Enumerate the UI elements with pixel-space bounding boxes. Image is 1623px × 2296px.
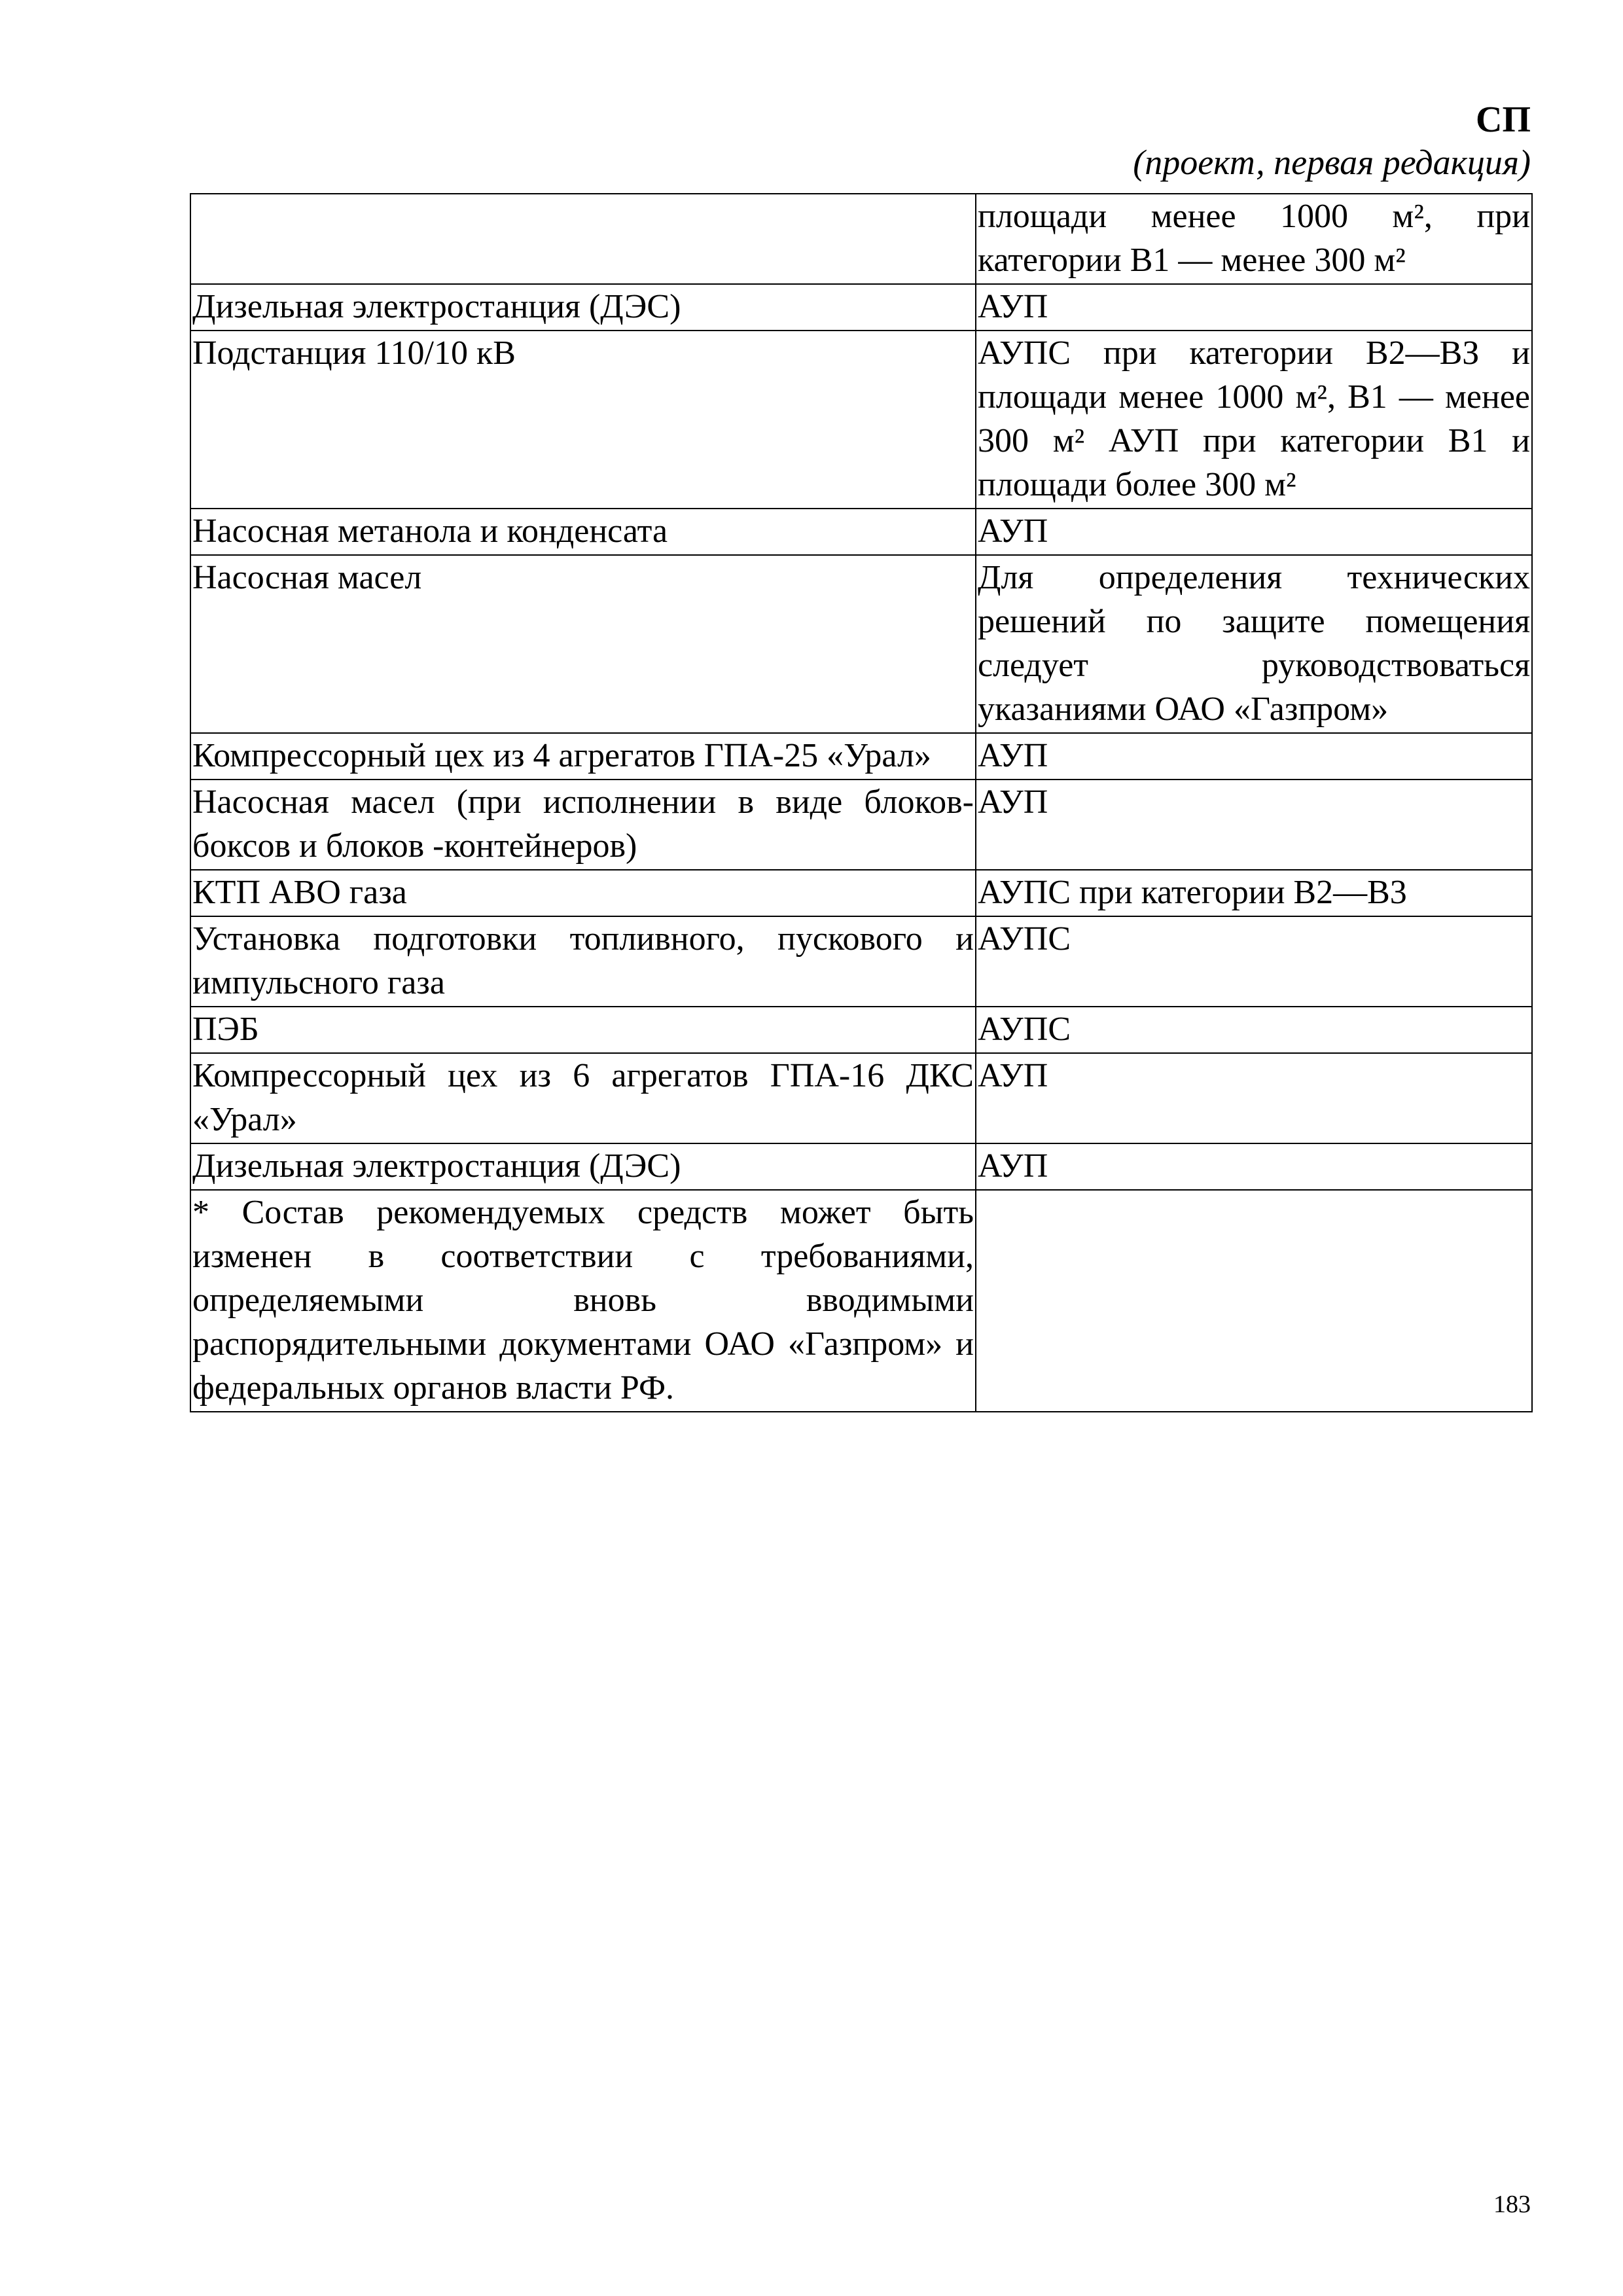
table-row [190, 509, 1532, 555]
object-cell: Дизельная электростанция (ДЭС) [190, 284, 976, 331]
object-cell: Насосная метанола и конденсата [190, 509, 976, 555]
page-number: 183 [1493, 2191, 1531, 2218]
protection-cell: АУПС [976, 1007, 1532, 1053]
protection-cell: АУП [976, 733, 1532, 780]
table-footnote: * Состав рекомендуемых средств может быть изменен в соответствии с требованиями, определяемыми вновь вводимыми распорядительными документами ОАО «Газпром» и федеральных органов власти РФ. [190, 1190, 976, 1412]
object-cell: Насосная масел (при исполнении в виде блоков-боксов и блоков -контейнеров) [190, 780, 976, 870]
table-row [190, 870, 1532, 916]
fire-protection-table [190, 193, 1533, 1412]
protection-cell: АУП [976, 780, 1532, 870]
table-row [190, 331, 1532, 509]
protection-cell: АУПС при категории В2—ВЗ и площади менее 1000 м², В1 — менее 300 м² АУП при категории В1 и площади более 300 м² [976, 331, 1532, 509]
object-cell: КТП АВО газа [190, 870, 976, 916]
object-cell: Компрессорный цех из 6 агрегатов ГПА-16 ДКС «Урал» [190, 1053, 976, 1143]
table-row [190, 194, 1532, 284]
table-row [190, 1053, 1532, 1143]
protection-cell: АУП [976, 1053, 1532, 1143]
object-cell: Подстанция 110/10 кВ [190, 331, 976, 509]
protection-cell: АУПС [976, 916, 1532, 1007]
protection-cell: АУП [976, 1143, 1532, 1190]
table-row [190, 780, 1532, 870]
protection-cell: АУП [976, 284, 1532, 331]
object-cell [190, 194, 976, 284]
object-cell: Насосная масел [190, 555, 976, 733]
document-code: СП [1476, 99, 1531, 140]
object-cell: ПЭБ [190, 1007, 976, 1053]
table-row [190, 1007, 1532, 1053]
object-cell: Дизельная электростанция (ДЭС) [190, 1143, 976, 1190]
table-row [190, 733, 1532, 780]
page-header [1133, 98, 1531, 183]
table-row [190, 916, 1532, 1007]
protection-cell: АУП [976, 509, 1532, 555]
table-row [190, 1143, 1532, 1190]
protection-cell: АУПС при категории В2—В3 [976, 870, 1532, 916]
table-row [190, 1190, 1532, 1412]
object-cell: Установка подготовки топливного, пускового и импульсного газа [190, 916, 976, 1007]
object-cell: Компрессорный цех из 4 агрегатов ГПА-25 «Урал» [190, 733, 976, 780]
protection-cell [976, 1190, 1532, 1412]
table-row [190, 555, 1532, 733]
document-status: (проект, первая редакция) [1133, 143, 1531, 182]
table-row [190, 284, 1532, 331]
protection-cell: площади менее 1000 м², при категории В1 — менее 300 м² [976, 194, 1532, 284]
protection-cell: Для определения технических решений по защите помещения следует руководствоваться указаниями ОАО «Газпром» [976, 555, 1532, 733]
